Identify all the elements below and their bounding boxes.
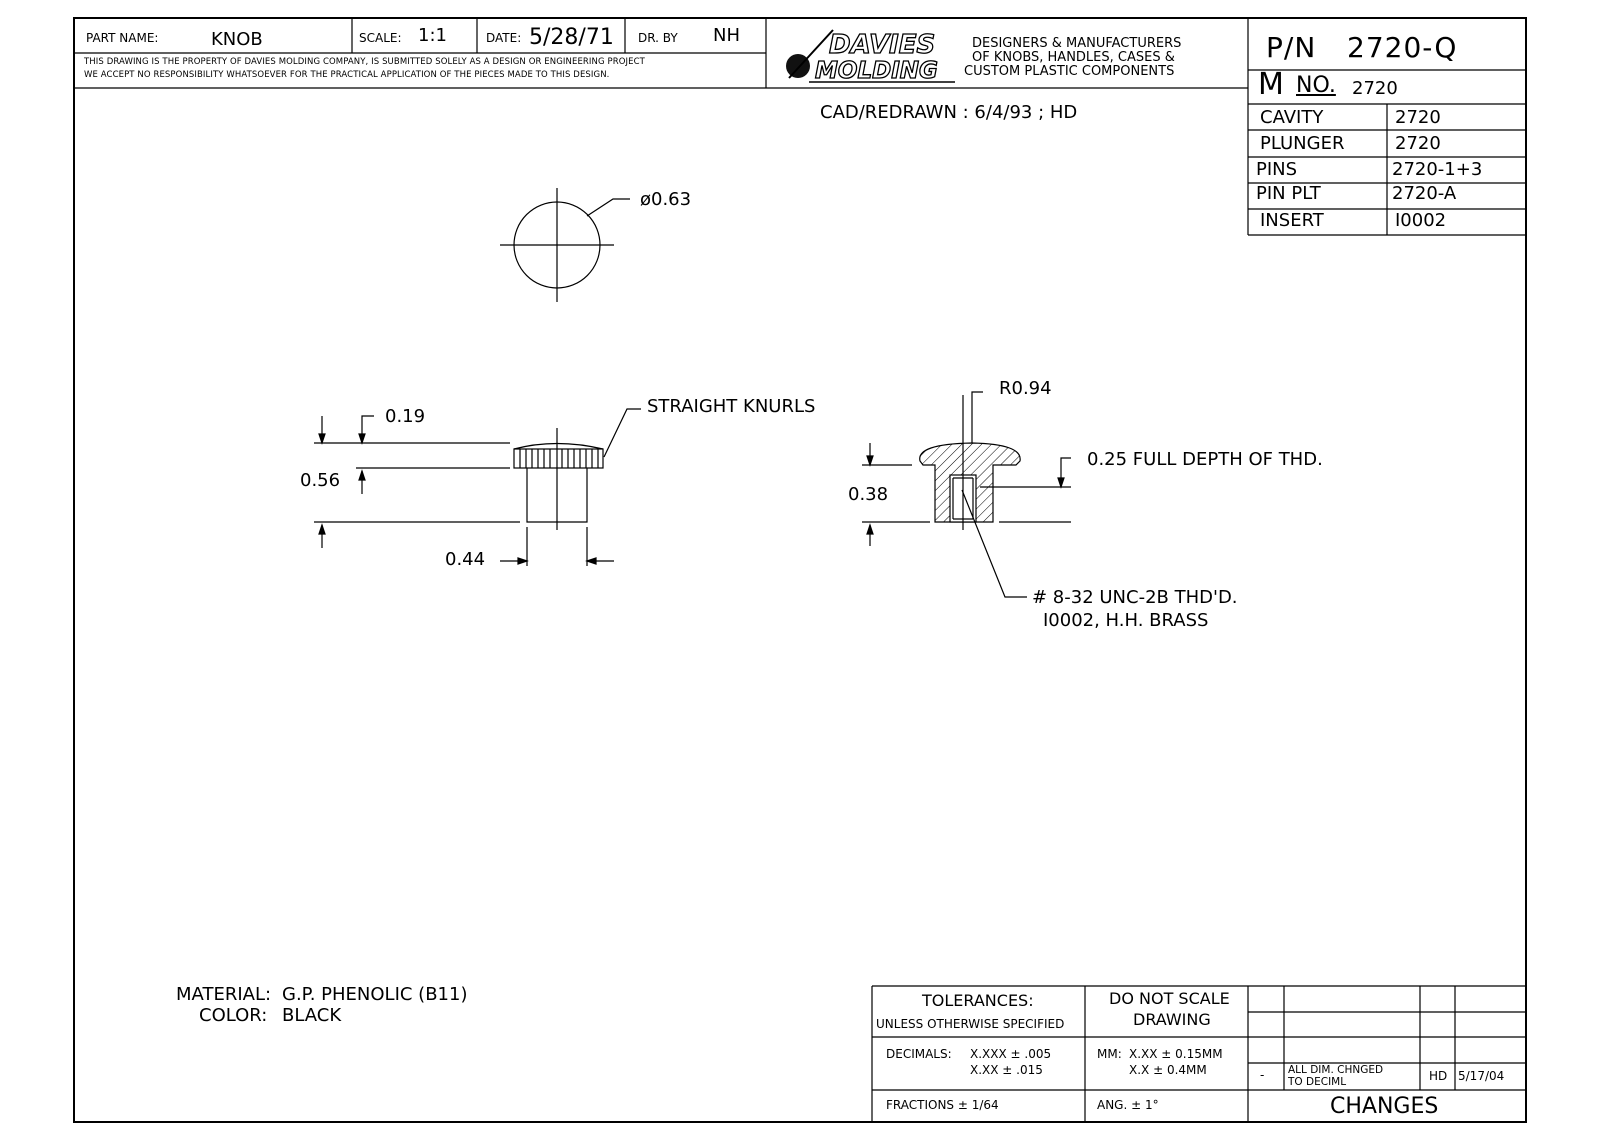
date-label: DATE:	[486, 31, 522, 45]
tagline-line-1: DESIGNERS & MANUFACTURERS	[972, 36, 1182, 51]
change-date: 5/17/04	[1458, 1069, 1505, 1083]
decimals-tolerance-2: X.XX ± .015	[970, 1063, 1043, 1077]
section-view	[862, 392, 1071, 597]
tooling-value-pins: 2720-1+3	[1392, 159, 1483, 180]
decimals-label: DECIMALS:	[886, 1047, 952, 1061]
do-not-scale-line-2: DRAWING	[1133, 1010, 1211, 1029]
change-desc-line-2: TO DECIML	[1288, 1076, 1347, 1088]
change-rev: -	[1260, 1068, 1265, 1082]
do-not-scale-line-1: DO NOT SCALE	[1109, 989, 1230, 1008]
tooling-name-insert: INSERT	[1260, 210, 1324, 231]
thread-note-line-2: I0002, H.H. BRASS	[1043, 610, 1209, 631]
cad-note: CAD/REDRAWN : 6/4/93 ; HD	[820, 102, 1078, 123]
disclaimer-line-1: THIS DRAWING IS THE PROPERTY OF DAVIES MOLDING COMPANY, IS SUBMITTED SOLELY AS A DESIGN OR ENGINEERING PROJECT	[84, 57, 645, 67]
thread-note-line-1: # 8-32 UNC-2B THD'D.	[1032, 587, 1238, 608]
tooling-name-plunger: PLUNGER	[1260, 133, 1345, 154]
mm-label: MM:	[1097, 1047, 1122, 1061]
mm-tolerance-2: X.X ± 0.4MM	[1129, 1063, 1207, 1077]
tooling-name-pin-plt: PIN PLT	[1256, 183, 1321, 204]
top-view	[500, 188, 630, 302]
decimals-tolerance-1: X.XXX ± .005	[970, 1047, 1052, 1061]
overall-height-dim: 0.56	[300, 470, 341, 491]
disclaimer-line-2: WE ACCEPT NO RESPONSIBILITY WHATSOEVER FOR THE PRACTICAL APPLICATION OF THE PIECES MADE TO THIS DESIGN.	[84, 70, 610, 80]
tooling-name-cavity: CAVITY	[1260, 107, 1324, 128]
thread-depth-note: 0.25 FULL DEPTH OF THD.	[1087, 449, 1323, 470]
scale-value: 1:1	[418, 25, 447, 46]
tooling-value-pin-plt: 2720-A	[1392, 183, 1457, 204]
mm-tolerance-1: X.XX ± 0.15MM	[1129, 1047, 1223, 1061]
scale-label: SCALE:	[359, 31, 402, 45]
side-view	[314, 406, 641, 566]
part-number-value: 2720-Q	[1347, 31, 1458, 64]
tagline-line-2: OF KNOBS, HANDLES, CASES &	[972, 50, 1175, 65]
angular-tolerance: ANG. ± 1°	[1097, 1098, 1159, 1112]
top-diameter-dim: ø0.63	[640, 189, 692, 210]
change-by: HD	[1429, 1069, 1448, 1083]
tooling-value-insert: I0002	[1395, 210, 1447, 231]
svg-text:MOLDING: MOLDING	[815, 58, 938, 84]
m-number-value: 2720	[1352, 78, 1398, 99]
tolerances-subtitle: UNLESS OTHERWISE SPECIFIED	[876, 1017, 1065, 1031]
material-label: MATERIAL:	[176, 984, 272, 1005]
part-number-label: P/N	[1266, 31, 1317, 64]
tooling-value-cavity: 2720	[1395, 107, 1441, 128]
cap-height-dim: 0.19	[385, 406, 426, 427]
shank-diameter-dim: 0.44	[445, 549, 486, 570]
drawn-by-label: DR. BY	[638, 31, 678, 45]
material-value: G.P. PHENOLIC (B11)	[282, 984, 468, 1005]
company-logo	[785, 28, 960, 84]
knurl-note: STRAIGHT KNURLS	[647, 396, 816, 417]
part-name-value: KNOB	[211, 29, 263, 50]
section-height-dim: 0.38	[848, 484, 889, 505]
svg-text:DAVIES: DAVIES	[829, 30, 936, 60]
change-desc-line-1: ALL DIM. CHNGED	[1288, 1064, 1384, 1076]
fractions-tolerance: FRACTIONS ± 1/64	[886, 1098, 999, 1112]
part-name-label: PART NAME:	[86, 31, 159, 45]
changes-title: CHANGES	[1330, 1094, 1439, 1119]
tolerances-title: TOLERANCES:	[922, 991, 1034, 1010]
tooling-name-pins: PINS	[1256, 159, 1298, 180]
m-number-label: NO.	[1296, 73, 1336, 98]
color-label: COLOR:	[199, 1005, 268, 1026]
top-radius-dim: R0.94	[999, 378, 1052, 399]
date-value: 5/28/71	[529, 25, 614, 50]
drawn-by-value: NH	[713, 25, 740, 46]
m-number-prefix: M	[1258, 67, 1284, 102]
tagline-line-3: CUSTOM PLASTIC COMPONENTS	[964, 64, 1175, 79]
color-value: BLACK	[282, 1005, 342, 1026]
tooling-value-plunger: 2720	[1395, 133, 1441, 154]
